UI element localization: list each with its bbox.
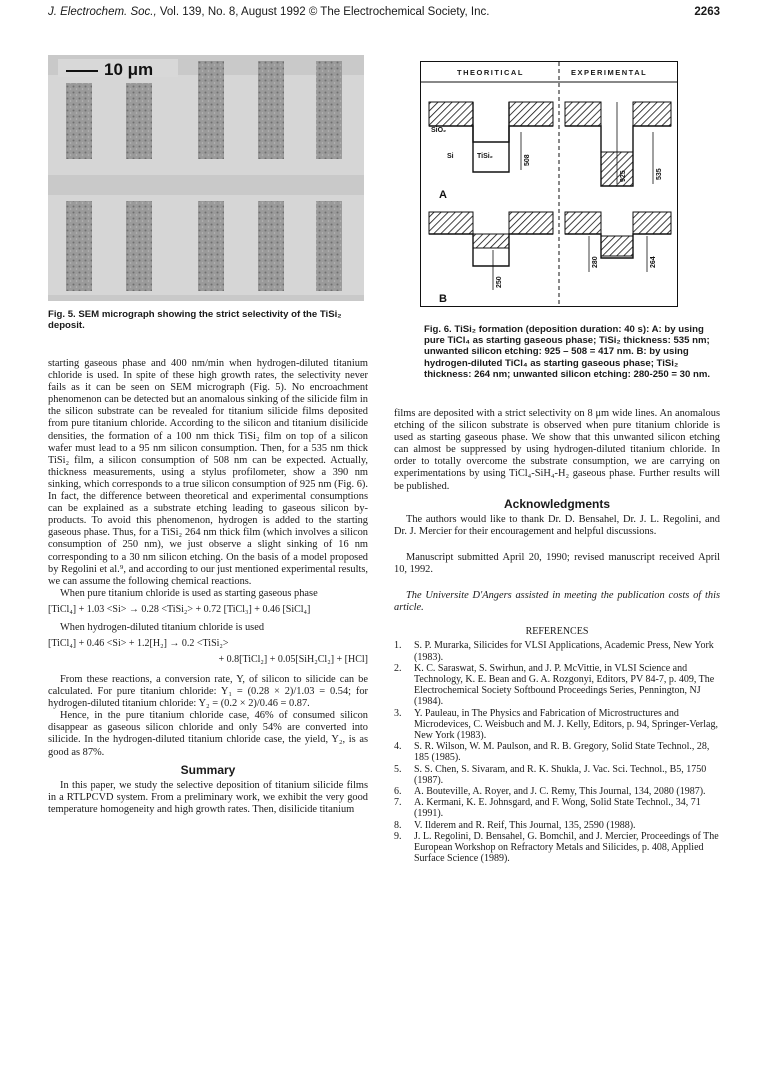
acknowledgments-text: The authors would like to thank Dr. D. Bensahel, Dr. J. L. Regolini, and Dr. J. Mercier for their encouragement and helpful discussions. <box>394 513 720 537</box>
dim-280: 280 <box>592 256 599 268</box>
acknowledgments-heading: Acknowledgments <box>503 496 611 511</box>
theoretical-a <box>429 102 553 172</box>
fig6-theoretical-heading: THEORITICAL <box>457 68 524 77</box>
reference-number: 9. <box>394 830 402 842</box>
right-column <box>394 408 720 864</box>
reference-text: A. Bouteville, A. Royer, and J. C. Remy, This Journal, 134, 2080 (1987). <box>414 786 706 798</box>
reference-item <box>394 831 720 865</box>
references-list <box>394 640 720 864</box>
label-si: Si <box>447 153 454 160</box>
label-sio2: SiO₂ <box>431 127 447 134</box>
reference-text: S. R. Wilson, W. M. Paulson, and R. B. Gregory, Solid State Technol., 28, 185 (1985). <box>414 741 710 764</box>
panel-b-label: B <box>439 293 447 305</box>
reference-text: A. Kermani, K. E. Johnsgard, and F. Wong, Solid State Technol., 34, 71 (1991). <box>414 797 701 820</box>
running-header <box>48 6 720 22</box>
body-paragraph: When pure titanium chloride is used as starting gaseous phase <box>60 587 318 599</box>
sem-micrograph <box>48 55 364 301</box>
equation-2a: [TiCl₄] + 0.46 <Si> + 1.2[H₂] → 0.2 <TiSi₂> <box>48 637 229 649</box>
reference-number: 8. <box>394 819 402 831</box>
reference-text: K. C. Saraswat, S. Swirhun, and J. P. McVittie, in VLSI Science and Technology, K. E. Bean and G. A. Rozgonyi, Editors, PV 84-7, p. 409, The Electrochemical Society Softbound Proceedings Series, Pennington, NJ (1984). <box>414 662 715 708</box>
fig6-caption: Fig. 6. TiSi₂ formation (deposition duration: 40 s): A: by using pure TiCl₄ as starting gaseous phase; TiSi₂ thickness: 535 nm; unwanted silicon etching: 925 – 508 = 417 nm. B: by using hydrogen-diluted TiCl₄ as starting gaseous phase; TiSi₂ thickness: 264 nm; unwanted silicon etching: 280-250 = 30 nm. <box>424 324 711 380</box>
micrograph-image <box>48 55 364 301</box>
reference-item <box>394 663 720 708</box>
dim-250: 250 <box>496 276 503 288</box>
reference-number: 4. <box>394 741 402 753</box>
dim-508: 508 <box>524 154 531 166</box>
dim-535: 535 <box>656 168 663 180</box>
references-heading: REFERENCES <box>525 626 589 638</box>
equation-2b: + 0.8[TiCl₂] + 0.05[SiH₂Cl₂] + [HCl] <box>218 653 368 665</box>
fig5-caption: Fig. 5. SEM micrograph showing the strict selectivity of the TiSi₂ deposit. <box>48 309 342 332</box>
dim-264: 264 <box>650 256 657 268</box>
panel-a-label: A <box>439 189 447 201</box>
reference-text: J. L. Regolini, D. Bensahel, G. Bomchil, and J. Mercier, Proceedings of The European Workshop on Refractory Metals and Silicides, p. 408, Applied Surface Science (1989). <box>414 830 719 865</box>
body-paragraph: From these reactions, a conversion rate, Y, of silicon to silicide can be calculated. For pure titanium chloride: Y₁ = (0.28 × 2)/1.03 = 0.54; for hydrogen-diluted titanium chloride: Y₂ = (0.2 × 2)/0.46 = 0.87. <box>48 673 368 710</box>
left-column <box>48 358 368 816</box>
body-paragraph: In this paper, we study the selective deposition of titanium silicide films in a RTLPCVD system. From a preliminary work, we exhibit the very good temperature homogeneity and high growth rates. Then, disilicide titanium <box>48 779 368 815</box>
reference-item <box>394 640 720 662</box>
reference-item <box>394 786 720 797</box>
body-paragraph: Hence, in the pure titanium chloride case, 46% of consumed silicon disappear as gaseous silicon chloride and only 54% are converted into silicide. In the hydrogen-diluted titanium chloride case, the yield, Y₂, is as good as 87%. <box>48 710 368 758</box>
reference-number: 1. <box>394 640 402 652</box>
journal-issue: Vol. 139, No. 8, August 1992 © The Electrochemical Society, Inc. <box>159 6 490 18</box>
reference-number: 7. <box>394 797 402 809</box>
journal-name: J. Electrochem. Soc., <box>48 6 157 18</box>
fig6-experimental-heading: EXPERIMENTAL <box>571 68 648 77</box>
reference-text: S. P. Murarka, Silicides for VLSI Applications, Academic Press, New York (1983). <box>414 640 714 663</box>
fig6-diagram <box>420 61 678 307</box>
body-paragraph: When hydrogen-diluted titanium chloride is used <box>60 621 265 633</box>
equation-1: [TiCl₄] + 1.03 <Si> → 0.28 <TiSi₂> + 0.72 [TiCl₃] + 0.46 [SiCl₄] <box>48 603 311 615</box>
theoretical-b <box>429 212 553 290</box>
reference-number: 5. <box>394 763 402 775</box>
reference-text: S. S. Chen, S. Sivaram, and R. K. Shukla, J. Vac. Sci. Technol., B5, 1750 (1987). <box>414 763 707 786</box>
reference-text: Y. Pauleau, in The Physics and Fabrication of Microstructures and Microdevices, C. Weisbuch and M. J. Kelly, Editors, p. 94, Springer-Verlag, New York (1983). <box>414 707 718 742</box>
reference-item <box>394 797 720 819</box>
label-tisi2: TiSi₂ <box>477 153 493 160</box>
page-number: 2263 <box>694 6 720 18</box>
reference-number: 6. <box>394 786 402 798</box>
reference-item <box>394 708 720 742</box>
publication-note: The Universite D'Angers assisted in meeting the publication costs of this article. <box>394 590 720 614</box>
scale-label: 10 μm <box>104 60 154 79</box>
fig6-cross-sections <box>421 62 677 306</box>
body-paragraph: starting gaseous phase and 400 nm/min when hydrogen-diluted titanium chloride is used. In spite of these high growth rates, the selectivity never fails as it can be seen on SEM micrograph (Fig. 5). No encroachment phenomenon can be detected but an anomalous sinking of the silicide film in the silicon substrate can be revealed for titanium silicide films deposited from pure titanium chloride. According to the silicon and titanium disilicide densities, the formation of a 100 nm thick TiSi₂ film on top of a silicon wafer must lead to a 95 nm silicon consumption. Then, for a 535 nm thick TiSi₂ film, a silicon consumption of 508 nm can be expected. Actually, thickness measurements, using a stylus profilometer, show a 390 nm sinking, which corresponds to a true silicon consumption of 925 nm (Fig. 6). In fact, the difference between theoretical and experimental consumptions can be explained as a substrate etching leading to gaseous silicon by-products. To avoid this phenomenon, hydrogen is added to the starting gaseous phase. Thus, for a TiSi₂ 264 nm thick film (which involves a silicon consumption of 250 nm), we just observe a slight sinking of 16 nm corresponding to a 30 nm silicon etching. On the basis of a model proposed by Regolini et al.⁹, and according to our just mentioned experimental results, we can assume the following chemical reactions. <box>48 358 368 587</box>
reference-number: 3. <box>394 707 402 719</box>
dim-925: 925 <box>620 170 627 182</box>
reference-item <box>394 820 720 831</box>
body-paragraph: films are deposited with a strict selectivity on 8 μm wide lines. An anomalous etching of the silicon substrate is observed when pure titanium chloride is used as starting gaseous phase. We show that this unwanted silicon etching can almost be suppressed by using hydrogen-diluted titanium chloride. In order to totally overcome the substrate consumption, we are carrying on experimentations by using TiCl₄-SiH₄-H₂ gaseous phase. Further results will be published. <box>394 408 720 492</box>
reference-item <box>394 741 720 763</box>
reference-item <box>394 764 720 786</box>
manuscript-dates: Manuscript submitted April 20, 1990; revised manuscript received April 10, 1992. <box>394 551 720 576</box>
journal-citation <box>48 6 489 18</box>
summary-heading: Summary <box>180 762 236 777</box>
reference-number: 2. <box>394 662 402 674</box>
reference-text: V. Ilderem and R. Reif, This Journal, 135, 2590 (1988). <box>414 819 636 831</box>
